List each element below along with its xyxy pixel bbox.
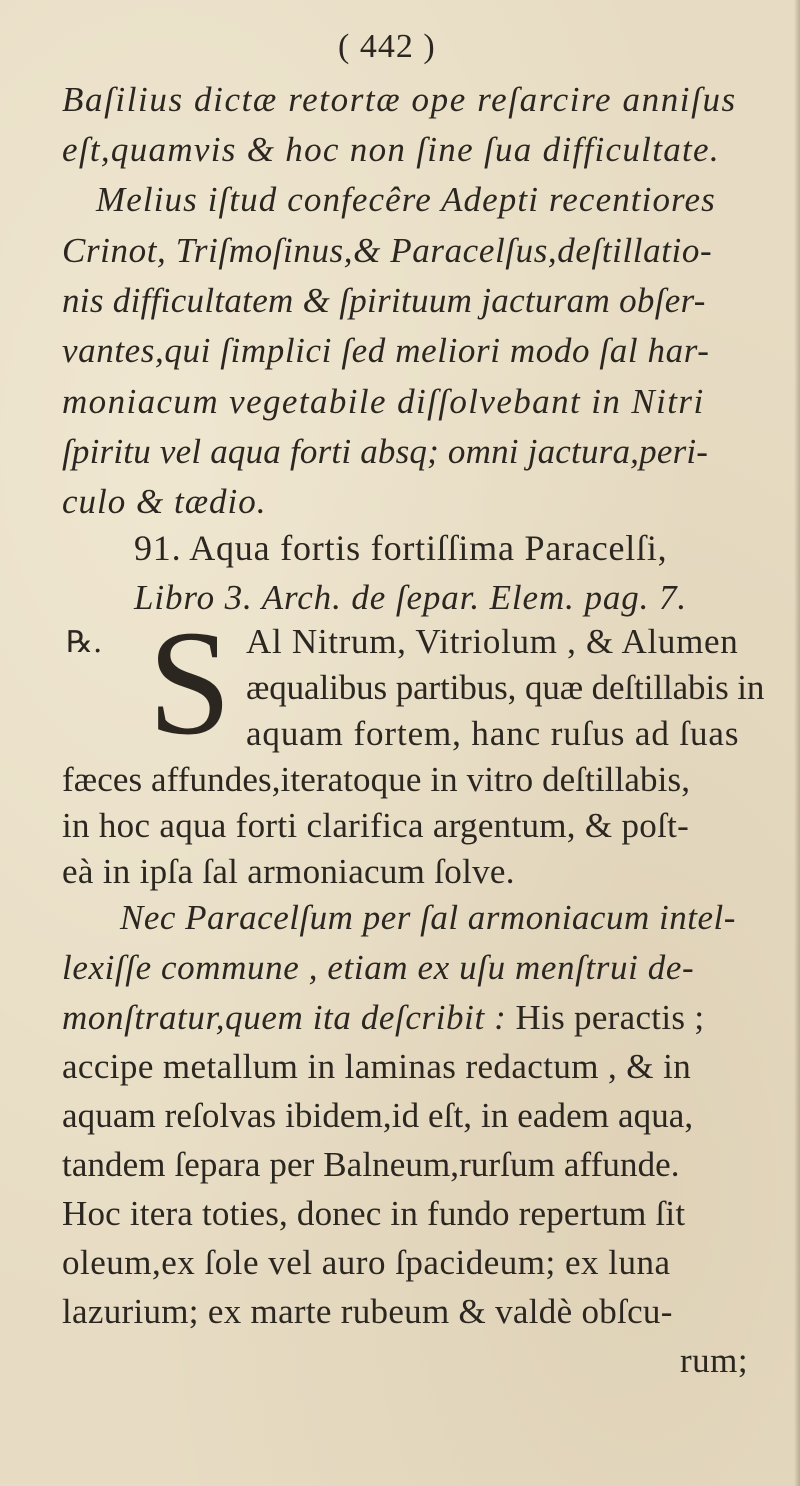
text-line: ſpiritu vel aqua forti absq; omni jactura,peri- <box>62 432 709 471</box>
text-line: Al Nitrum, Vitriolum , & Alumen <box>246 622 739 661</box>
text-line: vantes,qui ſimplici ſed meliori modo ſal har- <box>62 331 710 370</box>
section-subheading: Libro 3. Arch. de ſepar. Elem. pag. 7. <box>134 578 688 617</box>
text-line: aquam fortem, hanc ruſus ad ſuas <box>246 714 740 753</box>
text-line: tandem ſepara per Balneum,rurſum affunde. <box>62 1145 680 1184</box>
page-number: ( 442 ) <box>338 28 436 65</box>
text-line: lazurium; ex marte rubeum & valdè obſcu- <box>62 1292 673 1331</box>
text-line: Baſilius dictæ retortæ ope reſarcire anniſus <box>62 80 737 119</box>
text-line-mixed <box>62 1000 704 1036</box>
catchword: rum; <box>680 1341 749 1380</box>
drop-cap: S <box>148 600 232 766</box>
text-line: culo & tædio. <box>62 482 267 521</box>
text-line: Crinot, Triſmoſinus,& Paracelſus,deſtillatio- <box>62 231 713 270</box>
text-line: Melius iſtud confecêre Adepti recentiores <box>96 180 716 219</box>
text-line: Hoc itera toties, donec in fundo repertum ſit <box>62 1194 686 1233</box>
recipe-symbol: ℞. <box>66 625 103 660</box>
text-line: in hoc aqua forti clarifica argentum, & poſt- <box>62 806 690 845</box>
page-edge-shadow <box>794 0 800 1486</box>
text-line: aquam reſolvas ibidem,id eſt, in eadem aqua, <box>62 1096 694 1135</box>
text-line: æqualibus partibus, quæ deſtillabis in <box>246 668 765 707</box>
text-line: fæces affundes,iteratoque in vitro deſtillabis, <box>62 760 691 799</box>
section-heading: 91. Aqua fortis fortiſſima Paracelſi, <box>134 528 668 568</box>
text-line: eà in ipſa ſal armoniacum ſolve. <box>62 852 515 891</box>
roman-span: His peractis ; <box>506 998 705 1037</box>
text-line: moniacum vegetabile diſſolvebant in Nitri <box>62 382 705 421</box>
text-line: accipe metallum in laminas redactum , & in <box>62 1047 692 1086</box>
text-line: eſt,quamvis & hoc non ſine ſua difficultate. <box>62 130 720 169</box>
text-line: lexiſſe commune , etiam ex uſu menſtrui de- <box>62 948 695 987</box>
text-line: oleum,ex ſole vel auro ſpacideum; ex luna <box>62 1243 671 1282</box>
italic-span: monſtratur,quem ita deſcribit : <box>62 998 507 1037</box>
text-line: Nec Paracelſum per ſal armoniacum intel- <box>120 898 736 937</box>
text-line: nis difficultatem & ſpirituum jacturam obſer- <box>62 281 706 320</box>
